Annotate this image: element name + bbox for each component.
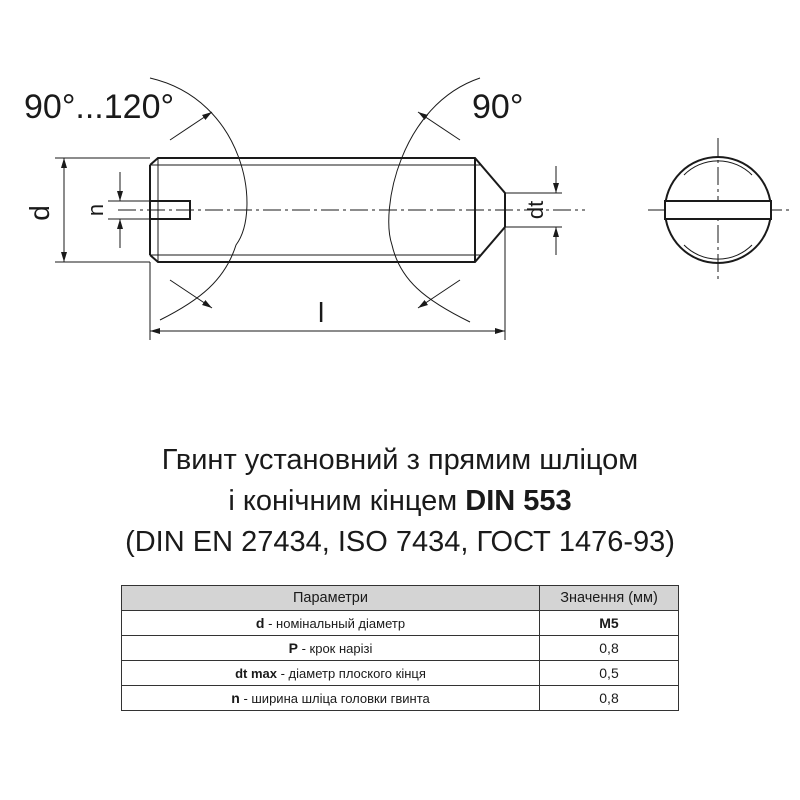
param-desc: - ширина шліца головки гвинта [239,691,430,706]
param-cell [122,686,540,711]
title-line-2-standard: DIN 553 [465,485,572,517]
dim-l [150,227,505,340]
value-cell: 0,5 [540,661,679,686]
label-angle-left: 90°...120° [24,88,175,126]
title-line-1: Гвинт установний з прямим шліцом [161,444,639,476]
param-symbol: n [231,690,240,706]
value-text: М5 [599,615,619,631]
param-symbol: d [255,615,265,631]
label-dt: dt [523,200,548,220]
param-cell [122,661,540,686]
label-angle-right: 90° [472,88,524,126]
angle-arc-right [389,78,480,322]
value-cell [540,611,679,636]
label-l: l [318,297,325,328]
value-cell: 0,8 [540,636,679,661]
label-n: n [83,203,108,217]
value-cell: 0,8 [540,686,679,711]
spec-table [121,585,679,711]
table-row [122,686,679,711]
param-desc: - діаметр плоского кінця [277,666,426,681]
title-line-2-prefix: і конічним кінцем [228,485,466,517]
title-line-3: (DIN EN 27434, ISO 7434, ГОСТ 1476-93) [125,526,675,558]
end-view [648,138,790,282]
param-desc: - номінальный діаметр [264,616,406,631]
header-values: Значення (мм) [540,586,679,611]
table-row [122,636,679,661]
table-row [122,611,679,636]
table-row [122,661,679,686]
param-symbol: P [288,640,298,656]
param-cell [122,611,540,636]
table-header-row [122,586,679,611]
param-symbol: dt max [235,666,277,681]
label-d: d [24,205,55,221]
param-cell [122,636,540,661]
header-params: Параметри [122,586,540,611]
title-line-2 [0,481,800,522]
param-desc: - крок нарізі [297,641,373,656]
title-block [0,440,800,563]
